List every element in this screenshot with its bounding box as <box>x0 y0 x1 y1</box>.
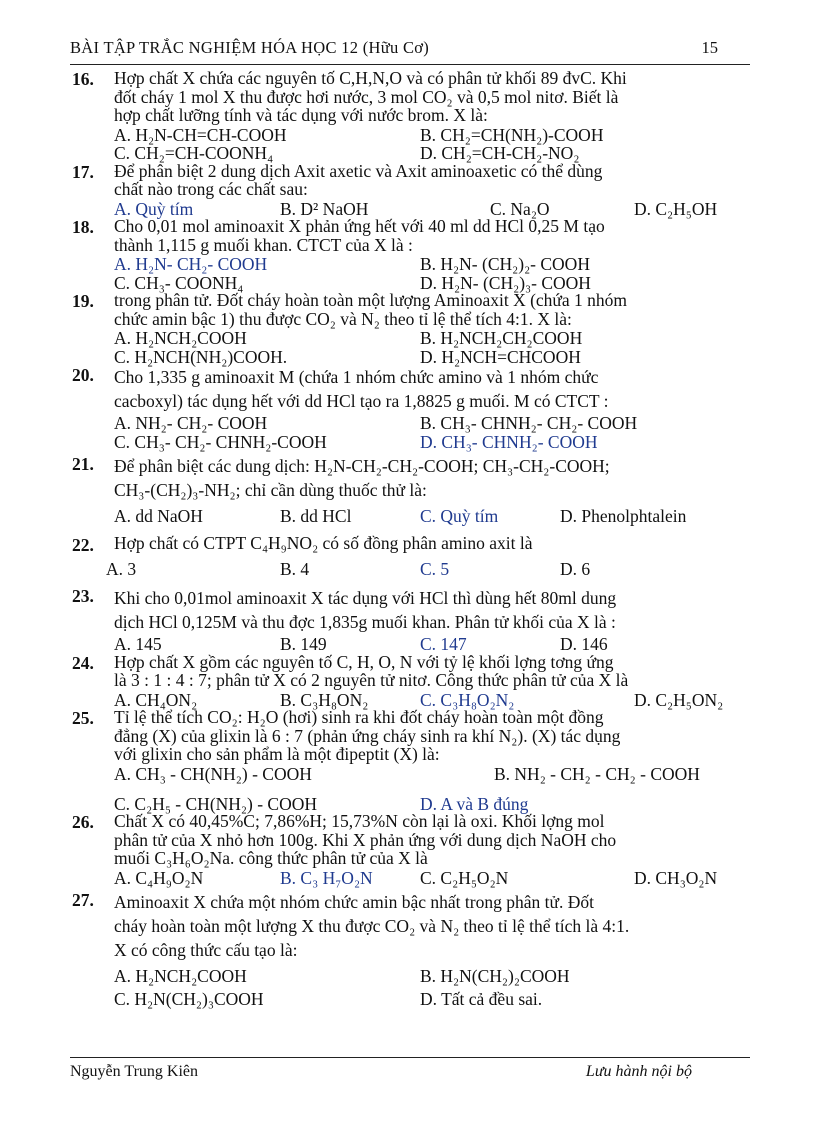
option-d: D. 146 <box>560 634 608 654</box>
question-number: 23. <box>72 586 94 606</box>
question-text-line: đẳng (X) của glixin là 6 : 7 (phản ứng cháy sinh ra khí N₂). (X) tác dụng <box>114 725 621 746</box>
question-text-line: Cho 1,335 g aminoaxit M (chứa 1 nhóm chức amino và 1 nhóm chức <box>114 367 599 387</box>
question-text-line: Aminoaxit X chứa một nhóm chức amin bậc nhất trong phân tử. Đốt <box>114 891 594 912</box>
question-number: 27. <box>72 889 94 910</box>
option-b: B. H₂NCH₂CH₂COOH <box>420 328 583 348</box>
option-a: A. dd NaOH <box>114 506 203 526</box>
option-row <box>114 347 752 366</box>
option-a: A. H₂NCH₂COOH <box>114 965 247 986</box>
option-c: C. H₂NCH(NH₂)COOH. <box>114 346 288 367</box>
question-text-line: chất nào trong các chất sau: <box>114 179 308 199</box>
option-row <box>114 690 752 709</box>
option-d: D. H₂N- (CH₂)₃- COOH <box>420 272 591 293</box>
option-c: C. CH₃- CH₂- CHNH₂-COOH <box>114 431 327 452</box>
question-18 <box>72 217 752 291</box>
option-row <box>114 125 752 144</box>
option-row <box>114 254 752 273</box>
question-text-line: Cho 0,01 mol aminoaxit X phản ứng hết với 40 ml dd HCl 0,25 M tạo <box>114 216 605 236</box>
question-text-line: dịch HCl 0,125M và thu đợc 1,835g muối khan. Phân tử khối của X là : <box>114 612 616 632</box>
option-c: C. H₂N(CH₂)₃COOH <box>114 988 264 1009</box>
question-17 <box>72 162 752 218</box>
option-row <box>114 413 752 432</box>
option-row <box>114 962 752 989</box>
question-22 <box>72 531 752 582</box>
question-number: 16. <box>72 69 94 89</box>
option-b: B. dd HCl <box>280 506 352 526</box>
question-24 <box>72 653 752 709</box>
option-d: D. C₂H₅ON₂ <box>634 689 724 710</box>
option-b: B. D² NaOH <box>280 198 369 219</box>
question-text-line: cacboxyl) tác dụng hết với dd HCl tạo ra 1,8825 g muối. M có CTCT : <box>114 391 609 411</box>
option-a: A. 145 <box>114 634 162 654</box>
footer-divider <box>70 1057 750 1058</box>
question-25 <box>72 708 752 812</box>
option-b: B. 149 <box>280 634 327 654</box>
question-text-line: muối C₃H₆O₂Na. công thức phân tử của X là <box>114 848 428 868</box>
question-list <box>72 69 752 1016</box>
option-row <box>114 868 752 890</box>
question-21 <box>72 454 752 529</box>
header-divider <box>70 64 750 65</box>
question-23 <box>72 586 752 653</box>
question-number: 20. <box>72 365 94 385</box>
option-d: D. CH₂=CH-CH₂-NO₂ <box>420 143 580 163</box>
question-text-line: đốt cháy 1 mol X thu được hơi nước, 3 mol CO₂ và 0,5 mol nitơ. Biết là <box>114 86 619 107</box>
option-b: B. CH₃- CHNH₂- CH₂- COOH <box>420 413 638 433</box>
option-b: B. H₂N- (CH₂)₂- COOH <box>420 254 590 274</box>
question-text-line: là 3 : 1 : 4 : 7; phân tử X có 2 nguyên tử nitơ. Công thức phân tử của X là <box>114 670 629 690</box>
question-text-line: Khi cho 0,01mol aminoaxit X tác dụng với HCl thì dùng hết 80ml dung <box>114 588 617 608</box>
option-a: A. H₂N- CH₂- COOH <box>114 254 268 274</box>
option-d: D. C₂H₅OH <box>634 198 718 219</box>
option-d: D. H₂NCH=CHCOOH <box>420 346 581 367</box>
option-b: B. C₃H₈ON₂ <box>280 689 369 710</box>
question-text-line: hợp chất lưỡng tính và tác dụng với nước brom. X là: <box>114 105 488 125</box>
option-a: A. 3 <box>106 559 137 579</box>
question-text-line: X có công thức cấu tạo là: <box>114 939 298 960</box>
option-a: A. CH₄ON₂ <box>114 689 198 710</box>
option-d: D. CH₃- CHNH₂- COOH <box>420 431 598 452</box>
question-text-line: với glixin cho sản phẩm là một đipeptit (X) là: <box>114 744 440 764</box>
question-text-line: phân tử của X nhỏ hơn 100g. Khi X phản ứng với dung dịch NaOH cho <box>114 829 617 850</box>
option-b: B. H₂N(CH₂)₂COOH <box>420 965 570 986</box>
question-text-line: Để phân biệt các dung dịch: H₂N-CH₂-CH₂-COOH; CH₃-CH₂-COOH; <box>114 456 610 476</box>
option-a: A. Quỳ tím <box>114 198 194 219</box>
option-row <box>106 555 752 582</box>
question-number: 17. <box>72 161 94 182</box>
option-row <box>114 794 752 813</box>
question-20 <box>72 365 752 450</box>
option-c: C. 5 <box>420 559 450 579</box>
option-row <box>114 989 752 1016</box>
option-row <box>114 432 752 451</box>
header-title: BÀI TẬP TRẮC NGHIỆM HÓA HỌC 12 (Hữu Cơ) <box>70 38 430 57</box>
option-c: C. Na₂O <box>490 198 550 219</box>
footer-author: Nguyễn Trung Kiên <box>70 1063 199 1080</box>
question-number: 21. <box>72 454 94 474</box>
option-d: D. 6 <box>560 559 591 579</box>
question-number: 18. <box>72 217 94 237</box>
page-header <box>70 36 750 62</box>
option-d: D. CH₃O₂N <box>634 867 718 888</box>
question-text-line: Hợp chất X chứa các nguyên tố C,H,N,O và có phân tử khối 89 đvC. Khi <box>114 68 627 88</box>
option-row <box>114 143 752 162</box>
footer-note: Lưu hành nội bộ <box>585 1063 692 1080</box>
option-c: C. C₃H₈O₂N₂ <box>420 689 515 710</box>
question-16 <box>72 69 752 162</box>
question-number: 26. <box>72 812 94 832</box>
option-c: C. C₂H₅ - CH(NH₂) - COOH <box>114 793 318 814</box>
option-d: D. Tất cả đều sai. <box>420 988 543 1009</box>
option-c: C. Quỳ tím <box>420 506 499 526</box>
option-c: C. CH₂=CH-COONH₄ <box>114 143 274 163</box>
option-c: C. C₂H₅O₂N <box>420 867 509 888</box>
question-text-line: cháy hoàn toàn một lượng X thu được CO₂ và N₂ theo tỉ lệ thể tích là 4:1. <box>114 915 630 936</box>
question-text-line: thành 1,115 g muối khan. CTCT của X là : <box>114 234 413 255</box>
question-text-line: chức amin bậc 1) thu được CO₂ và N₂ theo tỉ lệ thể tích 4:1. X là: <box>114 308 572 329</box>
question-19 <box>72 291 752 365</box>
question-text-line: Tỉ lệ thể tích CO₂: H₂O (hơi) sinh ra khi đốt cháy hoàn toàn một đồng <box>114 707 604 727</box>
option-c: C. CH₃- COONH₄ <box>114 272 244 293</box>
question-text-line: Chất X có 40,45%C; 7,86%H; 15,73%N còn lại là oxi. Khối lợng mol <box>114 811 605 831</box>
page-number: 15 <box>701 38 718 57</box>
option-row <box>114 273 752 292</box>
question-number: 19. <box>72 291 94 311</box>
option-a: A. H₂NCH₂COOH <box>114 328 247 348</box>
option-b: B. 4 <box>280 559 310 579</box>
question-26 <box>72 812 752 890</box>
question-text-line: Để phân biệt 2 dung dịch Axit axetic và Axit aminoaxetic có thể dùng <box>114 160 603 181</box>
option-d: D. A và B đúng <box>420 793 529 814</box>
option-a: A. CH₃ - CH(NH₂) - COOH <box>114 763 312 784</box>
option-row <box>114 764 752 794</box>
question-number: 24. <box>72 652 94 673</box>
question-number: 22. <box>72 535 94 555</box>
option-a: A. H₂N-CH=CH-COOH <box>114 124 287 145</box>
question-text-line: trong phân tử. Đốt cháy hoàn toàn một lượng Aminoaxit X (chứa 1 nhóm <box>114 290 628 310</box>
question-number: 25. <box>72 708 94 728</box>
option-row <box>114 502 752 529</box>
option-row <box>114 199 752 218</box>
option-c: C. 147 <box>420 634 467 654</box>
option-a: A. C₄H₉O₂N <box>114 867 204 888</box>
option-row <box>114 634 752 653</box>
option-row <box>114 328 752 347</box>
option-b: B. CH₂=CH(NH₂)-COOH <box>420 124 604 145</box>
option-b: B. NH₂ - CH₂ - CH₂ - COOH <box>494 763 700 784</box>
option-b: B. C₃ H₇O₂N <box>280 867 373 888</box>
question-text-line: Hợp chất X gồm các nguyên tố C, H, O, N với tỷ lệ khối lợng tơng ứng <box>114 651 614 672</box>
question-text-line: Hợp chất có CTPT C₄H₉NO₂ có số đồng phân amino axit là <box>114 533 533 553</box>
question-27 <box>72 890 752 1016</box>
option-d: D. Phenolphtalein <box>560 506 687 526</box>
option-a: A. NH₂- CH₂- COOH <box>114 413 268 433</box>
question-text-line: CH₃-(CH₂)₃-NH₂; chỉ cần dùng thuốc thử là: <box>114 480 427 500</box>
